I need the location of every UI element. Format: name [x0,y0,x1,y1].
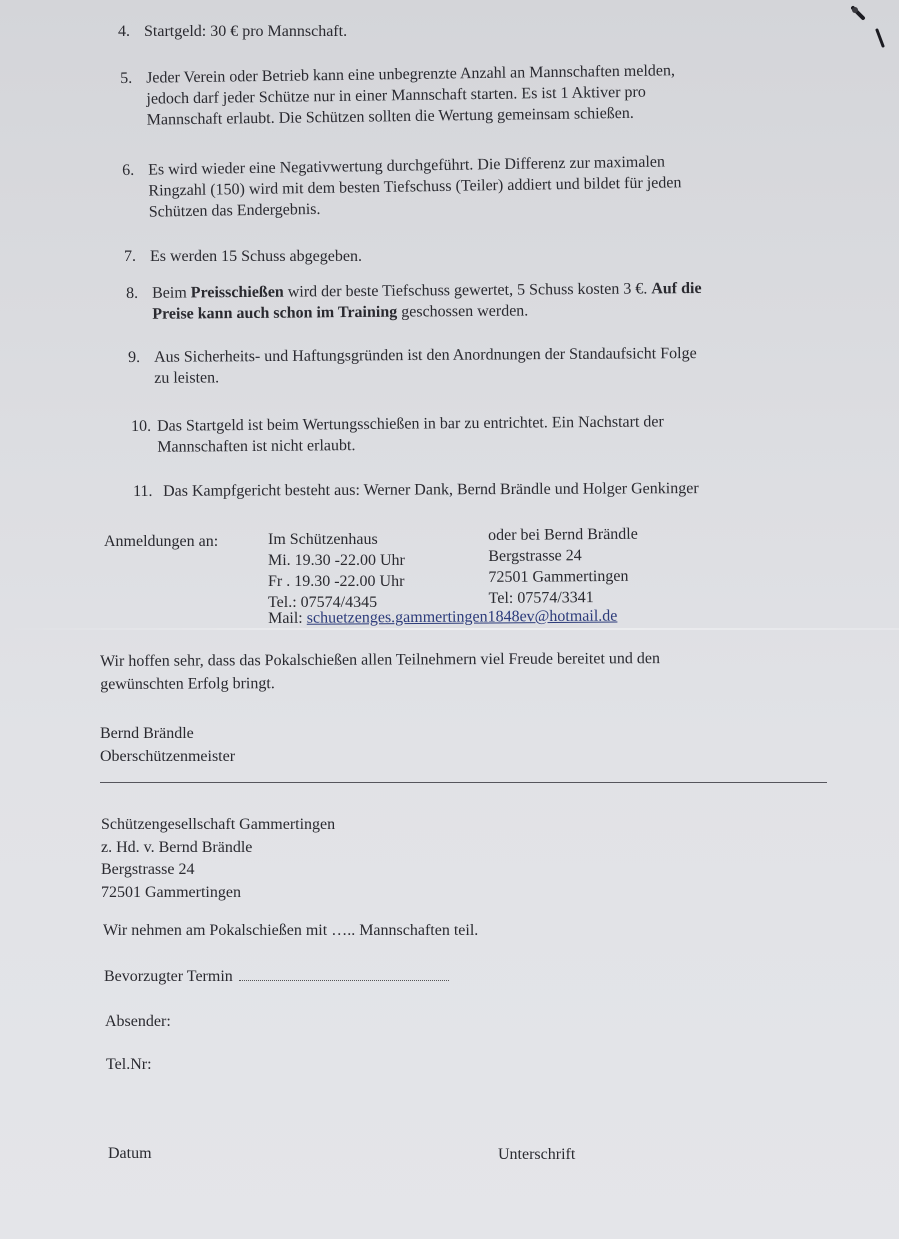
item-text: Startgeld: 30 € pro Mannschaft. [144,23,348,40]
registration-line: Fr . 19.30 -22.00 Uhr [268,573,405,590]
item-text: Schützen das Endergebnis. [148,200,321,221]
signer-block [100,722,235,768]
item-text: Jeder Verein oder Betrieb kann eine unbegrenzte Anzahl an Mannschaften melden, [146,62,676,87]
date-field[interactable]: Datum [108,1145,152,1162]
item-text: Ringzahl (150) wird mit dem besten Tiefschuss (Teiler) addiert und bildet für jeden [148,174,682,200]
item-number: 6. [122,161,135,179]
sender-field[interactable]: Absender: [105,1013,171,1030]
item-number: 11. [133,482,153,500]
mail-line [268,608,617,628]
address-line: 72501 Gammertingen [101,883,241,901]
closing-line: gewünschten Erfolg bringt. [100,675,275,693]
mail-label: Mail: [268,609,303,627]
cut-line [100,782,827,783]
item-text: Beim [152,284,191,302]
item-text-bold: Preise kann auch schon im Training [152,303,398,323]
item-number: 4. [118,23,130,40]
preferred-date-field[interactable] [104,968,449,986]
item-text-bold: Preisschießen [190,283,284,302]
item-number: 10. [131,417,152,435]
item-text: Das Startgeld ist beim Wertungsschießen in bar zu entrichtet. Ein Nachstart der [157,413,664,435]
item-text: wird der beste Tiefschuss gewertet, 5 Schuss kosten 3 €. [283,280,652,301]
item-number: 5. [120,69,133,87]
item-text: Es wird wieder eine Negativwertung durchgeführt. Die Differenz zur maximalen [148,153,666,179]
registration-line: oder bei Bernd Brändle [488,525,638,544]
address-line: Bergstrasse 24 [101,861,195,878]
signer-name: Bernd Brändle [100,725,194,742]
registration-line: 72501 Gammertingen [488,567,629,586]
rule-item-7 [124,246,814,267]
item-text: jedoch darf jeder Schütze nur in einer Mannschaft starten. Es ist 1 Aktiver pro [146,83,646,108]
participation-field[interactable]: Wir nehmen am Pokalschießen mit ….. Mannschaften teil. [103,922,479,939]
recipient-address [101,814,335,904]
paper-fold [0,628,899,630]
item-text: Aus Sicherheits- und Haftungsgründen ist den Anordnungen der Standaufsicht Folge [154,345,697,366]
rule-item-9 [128,342,818,389]
item-number: 9. [128,348,141,366]
item-text: zu leisten. [154,369,220,387]
signer-title: Oberschützenmeister [100,748,236,765]
registration-line: Bergstrasse 24 [488,547,582,565]
phone-field[interactable]: Tel.Nr: [106,1056,152,1073]
registration-line: Mi. 19.30 -22.00 Uhr [268,552,405,569]
rule-item-5 [120,58,811,131]
closing-text [100,647,660,696]
address-line: z. Hd. v. Bernd Brändle [101,838,253,856]
item-number: 7. [124,248,136,265]
registration-line: Tel.: 07574/4345 [268,594,378,611]
paper-clip-mark [851,4,891,48]
item-text: Es werden 15 Schuss abgegeben. [150,248,362,265]
item-text: Mannschaften ist nicht erlaubt. [157,437,356,456]
closing-line: Wir hoffen sehr, dass das Pokalschießen allen Teilnehmern viel Freude bereitet und den [100,650,661,670]
signature-field[interactable]: Unterschrift [498,1146,576,1163]
item-text-bold: Auf die [651,279,702,298]
registration-label: Anmeldungen an: [104,533,219,550]
registration-line: Tel: 07574/3341 [488,589,594,607]
mail-address-link[interactable]: schuetzenges.gammertingen1848ev@hotmail.de [306,607,618,627]
address-line: Schützengesellschaft Gammertingen [101,816,336,833]
rule-item-11 [133,477,823,502]
item-text: Das Kampfgericht besteht aus: Werner Dank, Bernd Brändle und Holger Genkinger [163,480,699,500]
item-number: 8. [126,284,139,302]
preferred-date-label: Bevorzugter Termin [104,968,233,985]
preferred-date-input-line[interactable] [239,968,449,981]
rule-item-8 [126,277,816,325]
rule-item-4 [118,21,808,42]
item-text: geschossen werden. [397,302,529,321]
rule-item-10 [131,410,821,458]
rule-item-6 [122,149,813,223]
registration-clubhouse [268,529,405,613]
registration-contact [488,524,638,609]
item-text: Mannschaft erlaubt. Die Schützen sollten die Wertung gemeinsam schießen. [146,104,634,129]
registration-line: Im Schützenhaus [268,531,378,548]
